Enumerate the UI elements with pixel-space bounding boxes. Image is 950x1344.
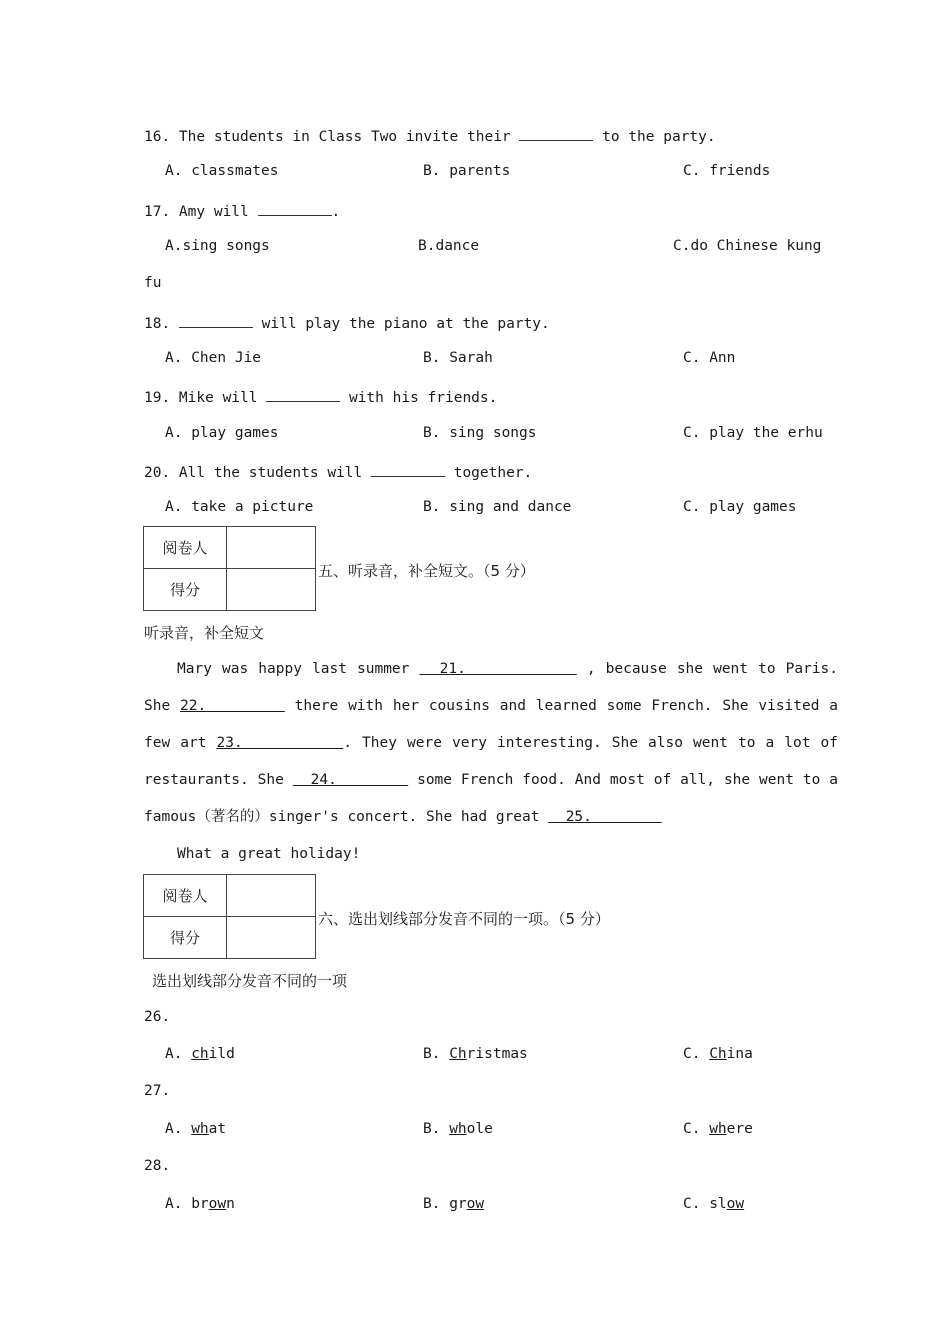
question-16 [144, 126, 716, 145]
option-b[interactable]: B.dance [418, 238, 480, 254]
section-6-instruction: 选出划线部分发音不同的一项 [152, 972, 348, 990]
option-c[interactable]: C. China [683, 1046, 753, 1062]
option-c[interactable]: C. play games [683, 499, 797, 515]
option-c[interactable]: C. friends [683, 163, 771, 179]
option-c[interactable]: C. play the erhu [683, 425, 823, 441]
answer-blank[interactable] [179, 313, 253, 328]
blank-21[interactable]: 21. [419, 661, 577, 677]
option-c-wrap: fu [144, 275, 162, 291]
reviewer-label: 阅卷人 [144, 875, 227, 917]
passage-paragraph [144, 651, 838, 836]
blank-23[interactable]: 23. [216, 735, 344, 751]
option-a[interactable]: A. Chen Jie [165, 350, 262, 366]
score-table [143, 874, 316, 959]
option-a[interactable]: A. take a picture [165, 499, 314, 515]
question-text: to the party. [602, 129, 716, 145]
question-19 [144, 387, 497, 406]
score-table [143, 526, 316, 611]
question-text: . [331, 204, 341, 220]
section-5-title: 五、听录音，补全短文。（5 分） [318, 562, 535, 580]
option-c[interactable]: C.do Chinese kung [673, 238, 822, 254]
reviewer-cell[interactable] [227, 875, 316, 917]
reviewer-cell[interactable] [227, 527, 316, 569]
question-28: 28. [144, 1158, 171, 1174]
option-b[interactable]: B. whole [423, 1121, 493, 1137]
question-text: together. [453, 465, 533, 481]
option-a[interactable]: A. brown [165, 1196, 235, 1212]
score-label: 得分 [144, 569, 227, 611]
question-text: 18. [144, 316, 171, 332]
option-b[interactable]: B. sing songs [423, 425, 537, 441]
question-text: with his friends. [348, 390, 498, 406]
question-27: 27. [144, 1083, 171, 1099]
answer-blank[interactable] [519, 126, 593, 141]
passage-text: Mary was happy last summer [177, 661, 410, 677]
score-cell[interactable] [227, 569, 316, 611]
question-17 [144, 201, 340, 220]
option-b[interactable]: B. grow [423, 1196, 485, 1212]
section-6-title: 六、选出划线部分发音不同的一项。（5 分） [318, 910, 610, 928]
section-5-instruction: 听录音，补全短文 [144, 624, 265, 642]
passage-text: , because she went to Paris. She [144, 661, 839, 714]
question-text: will play the piano at the party. [261, 316, 550, 332]
option-a[interactable]: A. child [165, 1046, 235, 1062]
option-c[interactable]: C. slow [683, 1196, 745, 1212]
passage-text: . They were very interesting. She also went to a lot of restaurants. She [144, 735, 838, 788]
passage-closing: What a great holiday! [177, 846, 361, 862]
blank-22[interactable]: 22. [180, 698, 285, 714]
option-c[interactable]: C. Ann [683, 350, 736, 366]
passage [144, 651, 838, 873]
option-a[interactable]: A. what [165, 1121, 227, 1137]
option-b[interactable]: B. Sarah [423, 350, 493, 366]
score-label: 得分 [144, 917, 227, 959]
question-text: 19. Mike will [144, 390, 258, 406]
option-c[interactable]: C. where [683, 1121, 753, 1137]
answer-blank[interactable] [258, 201, 332, 216]
option-a[interactable]: A. classmates [165, 163, 279, 179]
option-b[interactable]: B. parents [423, 163, 511, 179]
question-text: 20. All the students will [144, 465, 363, 481]
option-a[interactable]: A.sing songs [165, 238, 270, 254]
passage-text: some French food. And most of all, she went to a famous（著名的）singer's concert. She had great [144, 772, 838, 825]
answer-blank[interactable] [371, 462, 445, 477]
score-cell[interactable] [227, 917, 316, 959]
question-text: 17. Amy will [144, 204, 249, 220]
question-26: 26. [144, 1009, 171, 1025]
option-a[interactable]: A. play games [165, 425, 279, 441]
option-b[interactable]: B. Christmas [423, 1046, 528, 1062]
question-20 [144, 462, 532, 481]
blank-24[interactable]: 24. [292, 772, 409, 788]
blank-25[interactable]: 25. [548, 809, 662, 825]
question-18 [144, 313, 550, 332]
answer-blank[interactable] [266, 387, 340, 402]
question-text: 16. The students in Class Two invite their [144, 129, 511, 145]
reviewer-label: 阅卷人 [144, 527, 227, 569]
option-b[interactable]: B. sing and dance [423, 499, 572, 515]
passage-text: there with her cousins and learned some French. She visited a few art [144, 698, 839, 751]
